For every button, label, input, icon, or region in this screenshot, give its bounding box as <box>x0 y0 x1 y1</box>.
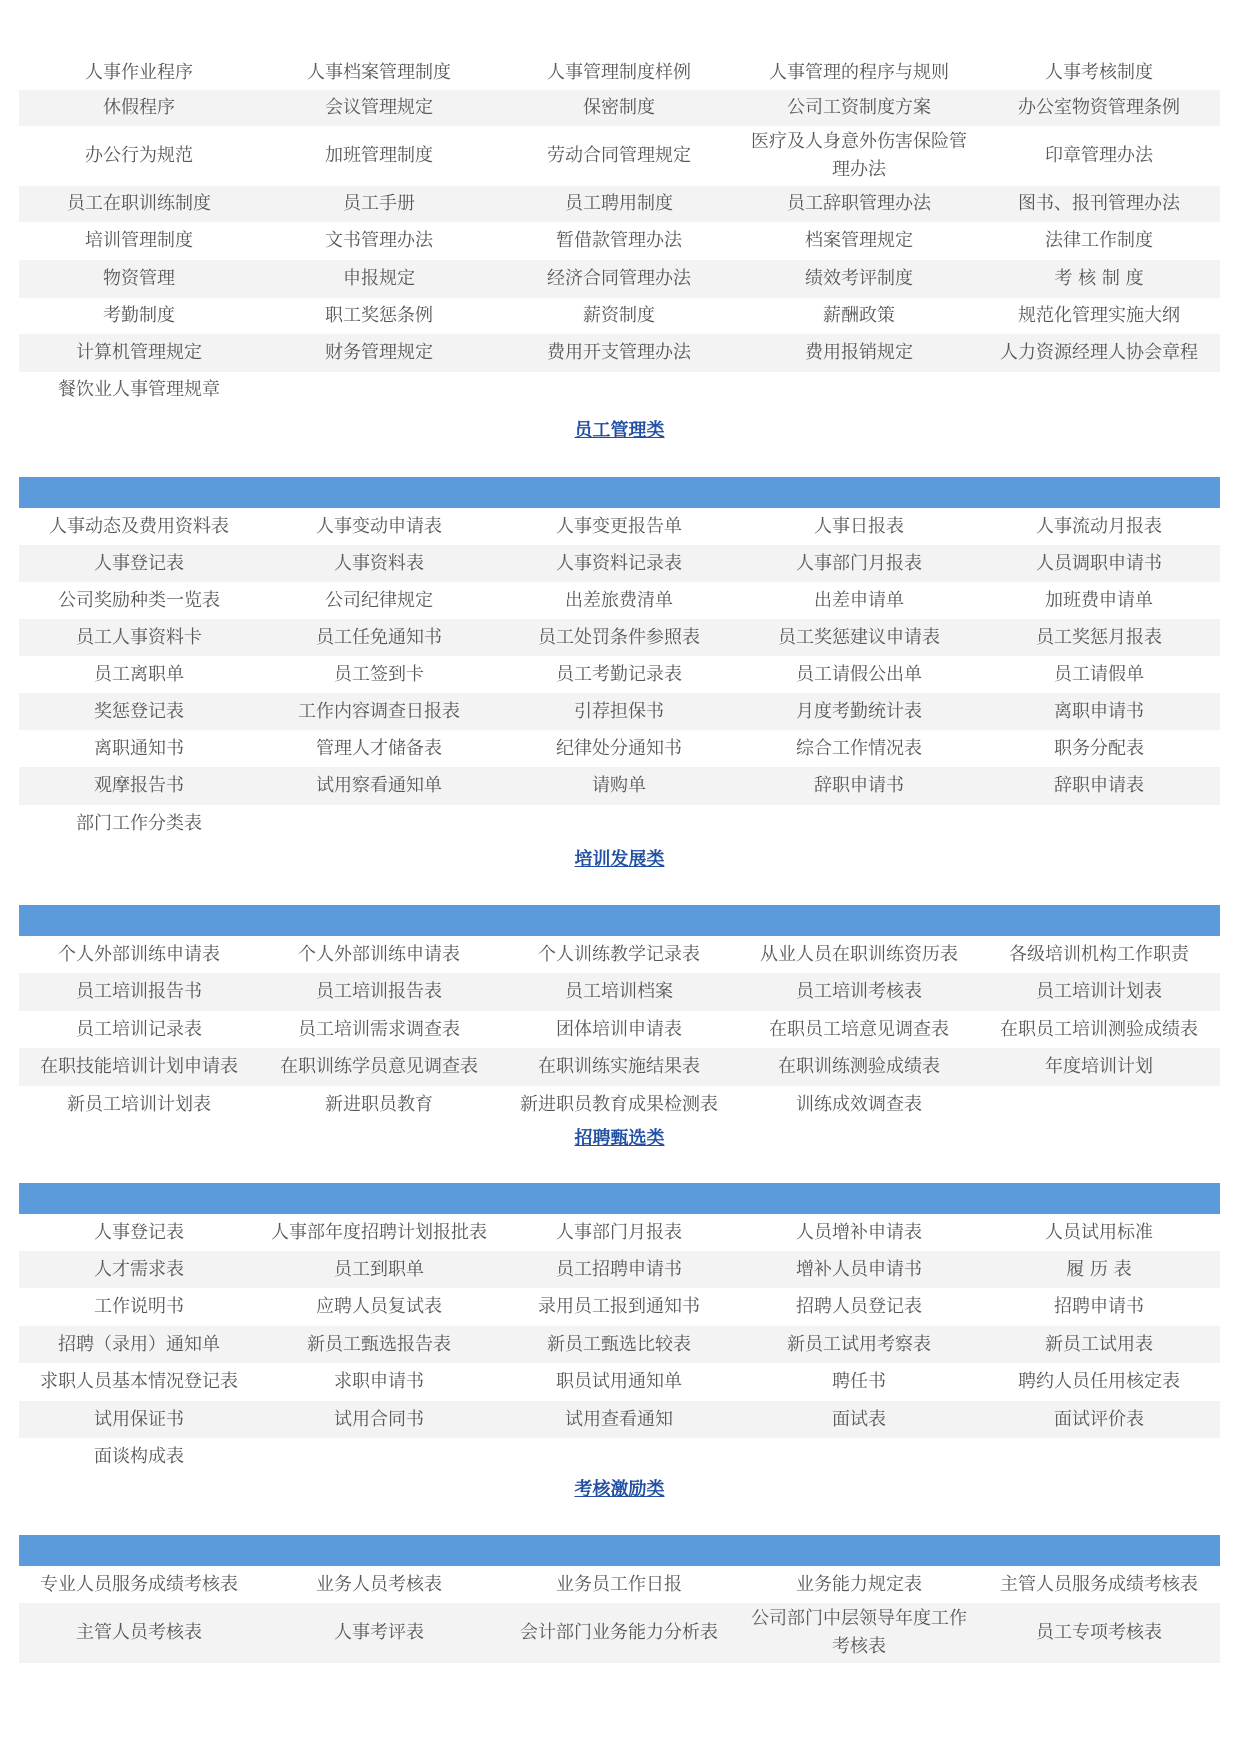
table-row <box>19 1011 1220 1048</box>
list-item[interactable]: 人事部年度招聘计划报批表 <box>271 1221 487 1243</box>
table-row <box>19 656 1220 693</box>
list-item[interactable]: 职务分配表 <box>1054 737 1144 759</box>
list-item[interactable]: 保密制度 <box>583 97 655 118</box>
table-row <box>19 1566 1220 1603</box>
list-item[interactable]: 个人外部训练申请表 <box>58 943 220 965</box>
list-item[interactable]: 离职通知书 <box>94 737 184 759</box>
employee-management-grid <box>19 508 1220 842</box>
list-item[interactable]: 人事变更报告单 <box>556 515 682 537</box>
table-row <box>19 508 1220 545</box>
list-item[interactable]: 员工手册 <box>343 193 415 214</box>
list-item[interactable]: 人事作业程序 <box>85 62 193 83</box>
list-item[interactable]: 在职员工培意见调查表 <box>769 1018 949 1040</box>
list-item[interactable]: 规范化管理实施大纲 <box>1018 305 1180 326</box>
table-row <box>19 545 1220 582</box>
list-item[interactable]: 工作说明书 <box>94 1296 184 1317</box>
list-item[interactable]: 员工聘用制度 <box>565 193 673 214</box>
table-row <box>19 1438 1220 1475</box>
table-row <box>19 56 1220 90</box>
list-item[interactable]: 考 核 制 度 <box>1054 268 1144 289</box>
list-item[interactable]: 招聘（录用）通知单 <box>58 1333 220 1355</box>
list-item[interactable]: 团体培训申请表 <box>556 1018 682 1040</box>
list-item[interactable]: 申报规定 <box>343 268 415 289</box>
list-item[interactable]: 员工处罚条件参照表 <box>538 626 700 648</box>
list-item[interactable]: 物资管理 <box>103 268 175 289</box>
list-item[interactable]: 员工人事资料卡 <box>76 626 202 648</box>
table-row <box>19 1251 1220 1288</box>
list-item[interactable]: 面谈构成表 <box>94 1445 184 1467</box>
table-row <box>19 1401 1220 1438</box>
list-item[interactable]: 办公行为规范 <box>85 145 193 166</box>
table-row <box>19 186 1220 222</box>
list-item[interactable]: 试用合同书 <box>334 1408 424 1430</box>
list-item[interactable]: 费用报销规定 <box>805 342 913 363</box>
list-item[interactable]: 人员增补申请表 <box>796 1221 922 1243</box>
list-item[interactable]: 主管人员服务成绩考核表 <box>1000 1573 1198 1595</box>
list-item[interactable]: 人事部门月报表 <box>796 552 922 574</box>
list-item[interactable]: 业务能力规定表 <box>796 1573 922 1595</box>
training-development-grid <box>19 936 1220 1123</box>
list-item[interactable]: 在职技能培训计划申请表 <box>40 1056 238 1077</box>
list-item[interactable]: 主管人员考核表 <box>76 1622 202 1643</box>
table-row <box>19 334 1220 372</box>
list-item[interactable]: 人事登记表 <box>94 1221 184 1243</box>
list-item[interactable]: 计算机管理规定 <box>76 342 202 363</box>
list-item[interactable]: 人才需求表 <box>94 1258 184 1280</box>
list-item[interactable]: 会议管理规定 <box>325 97 433 118</box>
list-item[interactable]: 招聘申请书 <box>1054 1296 1144 1317</box>
list-item[interactable]: 员工辞职管理办法 <box>787 193 931 214</box>
list-item[interactable]: 医疗及人身意外伤害保险管理办法 <box>751 131 967 180</box>
list-item[interactable]: 面试评价表 <box>1054 1408 1144 1430</box>
table-row <box>19 260 1220 298</box>
section-header-bar <box>19 905 1220 936</box>
list-item[interactable]: 工作内容调查日报表 <box>298 700 460 722</box>
list-item[interactable]: 档案管理规定 <box>805 230 913 251</box>
list-item[interactable]: 增补人员申请书 <box>796 1258 922 1280</box>
list-item[interactable]: 辞职申请书 <box>814 775 904 796</box>
list-item[interactable]: 在职训练实施结果表 <box>538 1056 700 1077</box>
list-item[interactable]: 观摩报告书 <box>94 775 184 796</box>
section-header-bar <box>19 1183 1220 1214</box>
list-item[interactable]: 员工离职单 <box>94 663 184 685</box>
list-item[interactable]: 纪律处分通知书 <box>556 737 682 759</box>
list-item[interactable]: 餐饮业人事管理规章 <box>58 379 220 400</box>
section-header-bar <box>19 477 1220 508</box>
list-item[interactable]: 员工培训档案 <box>565 981 673 1002</box>
table-row <box>19 222 1220 260</box>
list-item[interactable]: 从业人员在职训练资历表 <box>760 943 958 965</box>
list-item[interactable]: 引荐担保书 <box>574 700 664 722</box>
list-item[interactable]: 公司纪律规定 <box>325 589 433 611</box>
list-item[interactable]: 各级培训机构工作职责 <box>1009 943 1189 965</box>
list-item[interactable]: 员工到职单 <box>334 1258 424 1280</box>
list-item[interactable]: 月度考勤统计表 <box>796 700 922 722</box>
table-row <box>19 936 1220 973</box>
list-item[interactable]: 员工考勤记录表 <box>556 663 682 685</box>
list-item[interactable]: 薪资制度 <box>583 305 655 326</box>
list-item[interactable]: 职员试用通知单 <box>556 1371 682 1392</box>
list-item[interactable]: 员工在职训练制度 <box>67 193 211 214</box>
list-item[interactable]: 员工培训记录表 <box>76 1018 202 1040</box>
list-item[interactable]: 公司工资制度方案 <box>787 97 931 118</box>
list-item[interactable]: 文书管理办法 <box>325 230 433 251</box>
list-item[interactable]: 新员工培训计划表 <box>67 1093 211 1115</box>
table-row <box>19 973 1220 1011</box>
list-item[interactable]: 新员工试用表 <box>1045 1333 1153 1355</box>
list-item[interactable]: 人事流动月报表 <box>1036 515 1162 537</box>
list-item[interactable]: 在职员工培训测验成绩表 <box>1000 1018 1198 1040</box>
table-row <box>19 693 1220 730</box>
table-row <box>19 1363 1220 1401</box>
list-item[interactable]: 履 历 表 <box>1066 1258 1132 1280</box>
section-employee-management <box>19 477 1220 842</box>
list-item[interactable]: 求职申请书 <box>334 1371 424 1392</box>
list-item[interactable]: 奖惩登记表 <box>94 700 184 722</box>
list-item[interactable]: 劳动合同管理规定 <box>547 145 691 166</box>
list-item[interactable]: 图书、报刊管理办法 <box>1018 193 1180 214</box>
list-item[interactable]: 在职训练测验成绩表 <box>778 1056 940 1077</box>
table-row <box>19 126 1220 186</box>
list-item[interactable]: 加班管理制度 <box>325 145 433 166</box>
list-item[interactable]: 业务员工作日报 <box>556 1573 682 1595</box>
list-item[interactable]: 面试表 <box>832 1408 886 1430</box>
table-row <box>19 1326 1220 1363</box>
list-item[interactable]: 请购单 <box>592 775 646 796</box>
section-recruitment-selection <box>19 1183 1220 1475</box>
section-assessment-incentive <box>19 1535 1220 1663</box>
list-item[interactable]: 离职申请书 <box>1054 700 1144 722</box>
list-item[interactable]: 休假程序 <box>103 97 175 118</box>
list-item[interactable]: 试用保证书 <box>94 1408 184 1430</box>
list-item[interactable]: 人事考核制度 <box>1045 62 1153 83</box>
list-item[interactable]: 员工培训需求调查表 <box>298 1018 460 1040</box>
list-item[interactable]: 在职训练学员意见调查表 <box>280 1056 478 1077</box>
list-item[interactable]: 辞职申请表 <box>1054 775 1144 796</box>
list-item[interactable]: 个人外部训练申请表 <box>298 943 460 965</box>
list-item[interactable]: 人事登记表 <box>94 552 184 574</box>
list-item[interactable]: 出差申请单 <box>814 589 904 611</box>
table-row <box>19 1086 1220 1123</box>
list-item[interactable]: 人事考评表 <box>334 1622 424 1643</box>
list-item[interactable]: 员工招聘申请书 <box>556 1258 682 1280</box>
list-item[interactable]: 人力资源经理人协会章程 <box>1000 342 1198 363</box>
list-item[interactable]: 法律工作制度 <box>1045 230 1153 251</box>
table-row <box>19 372 1220 408</box>
list-item[interactable]: 员工奖惩建议申请表 <box>778 626 940 648</box>
table-row <box>19 1288 1220 1326</box>
list-item[interactable]: 人事部门月报表 <box>556 1221 682 1243</box>
list-item[interactable]: 印章管理办法 <box>1045 145 1153 166</box>
list-item[interactable]: 人事档案管理制度 <box>307 62 451 83</box>
list-item[interactable]: 员工奖惩月报表 <box>1036 626 1162 648</box>
list-item[interactable]: 人事资料表 <box>334 552 424 574</box>
list-item[interactable]: 求职人员基本情况登记表 <box>40 1371 238 1392</box>
list-item[interactable]: 员工培训考核表 <box>796 981 922 1002</box>
table-row <box>19 619 1220 656</box>
section-header-bar <box>19 1535 1220 1566</box>
list-item[interactable]: 试用查看通知 <box>565 1408 673 1430</box>
list-item[interactable]: 公司奖励种类一览表 <box>58 589 220 611</box>
list-item[interactable]: 专业人员服务成绩考核表 <box>40 1573 238 1595</box>
list-item[interactable]: 人事资料记录表 <box>556 552 682 574</box>
table-row <box>19 582 1220 619</box>
table-row <box>19 90 1220 126</box>
category-link-training-development[interactable]: 培训发展类 <box>574 849 665 870</box>
list-item[interactable]: 员工培训报告书 <box>76 981 202 1002</box>
list-item[interactable]: 职工奖惩条例 <box>325 305 433 326</box>
list-item[interactable]: 聘任书 <box>832 1371 886 1392</box>
list-item[interactable]: 考勤制度 <box>103 305 175 326</box>
list-item[interactable]: 员工培训报告表 <box>316 981 442 1002</box>
table-row <box>19 1214 1220 1251</box>
list-item[interactable]: 人事管理制度样例 <box>547 62 691 83</box>
list-item[interactable]: 经济合同管理办法 <box>547 268 691 289</box>
list-item[interactable]: 办公室物资管理条例 <box>1018 97 1180 118</box>
list-item[interactable]: 应聘人员复试表 <box>316 1296 442 1317</box>
list-item[interactable]: 薪酬政策 <box>823 305 895 326</box>
list-item[interactable]: 员工培训计划表 <box>1036 981 1162 1002</box>
list-item[interactable]: 公司部门中层领导年度工作考核表 <box>751 1608 967 1657</box>
table-row <box>19 298 1220 334</box>
list-item[interactable]: 员工请假公出单 <box>796 663 922 685</box>
list-item[interactable]: 人事变动申请表 <box>316 515 442 537</box>
table-row <box>19 730 1220 767</box>
list-item[interactable]: 业务人员考核表 <box>316 1573 442 1595</box>
list-item[interactable]: 新进职员教育 <box>325 1093 433 1115</box>
list-item[interactable]: 人事动态及费用资料表 <box>49 515 229 537</box>
list-item[interactable]: 聘约人员任用核定表 <box>1018 1371 1180 1392</box>
table-row <box>19 1048 1220 1086</box>
list-item[interactable]: 人员试用标准 <box>1045 1221 1153 1243</box>
list-item[interactable]: 加班费申请单 <box>1045 589 1153 611</box>
list-item[interactable]: 员工任免通知书 <box>316 626 442 648</box>
list-item[interactable]: 新员工甄选比较表 <box>547 1333 691 1355</box>
list-item[interactable]: 人事管理的程序与规则 <box>769 62 949 83</box>
list-item[interactable]: 会计部门业务能力分析表 <box>520 1622 718 1643</box>
recruitment-selection-grid <box>19 1214 1220 1475</box>
list-item[interactable]: 训练成效调查表 <box>796 1093 922 1115</box>
list-item[interactable]: 录用员工报到通知书 <box>538 1296 700 1317</box>
section-regulations <box>19 56 1220 408</box>
list-item[interactable]: 员工专项考核表 <box>1036 1622 1162 1643</box>
category-link-recruitment-selection[interactable]: 招聘甄选类 <box>574 1128 665 1149</box>
table-row <box>19 1603 1220 1663</box>
assessment-incentive-grid <box>19 1566 1220 1663</box>
section-training-development <box>19 905 1220 1123</box>
regulations-grid <box>19 56 1220 408</box>
list-item[interactable]: 管理人才储备表 <box>316 737 442 759</box>
list-item[interactable]: 新员工甄选报告表 <box>307 1333 451 1355</box>
list-item[interactable]: 个人训练教学记录表 <box>538 943 700 965</box>
list-item[interactable]: 新员工试用考察表 <box>787 1333 931 1355</box>
list-item[interactable]: 出差旅费清单 <box>565 589 673 611</box>
table-row <box>19 767 1220 805</box>
category-link-assessment-incentive[interactable]: 考核激励类 <box>574 1479 665 1500</box>
list-item[interactable]: 人事日报表 <box>814 515 904 537</box>
list-item[interactable]: 员工请假单 <box>1054 663 1144 685</box>
list-item[interactable]: 人员调职申请书 <box>1036 552 1162 574</box>
list-item[interactable]: 绩效考评制度 <box>805 268 913 289</box>
list-item[interactable]: 财务管理规定 <box>325 342 433 363</box>
list-item[interactable]: 新进职员教育成果检测表 <box>520 1093 718 1115</box>
list-item[interactable]: 综合工作情况表 <box>796 737 922 759</box>
list-item[interactable]: 暂借款管理办法 <box>556 230 682 251</box>
category-link-employee-management[interactable]: 员工管理类 <box>574 420 665 441</box>
list-item[interactable]: 部门工作分类表 <box>76 812 202 834</box>
list-item[interactable]: 年度培训计划 <box>1045 1056 1153 1077</box>
list-item[interactable]: 费用开支管理办法 <box>547 342 691 363</box>
list-item[interactable]: 培训管理制度 <box>85 230 193 251</box>
list-item[interactable]: 招聘人员登记表 <box>796 1296 922 1317</box>
list-item[interactable]: 员工签到卡 <box>334 663 424 685</box>
list-item[interactable]: 试用察看通知单 <box>316 775 442 796</box>
table-row <box>19 805 1220 842</box>
